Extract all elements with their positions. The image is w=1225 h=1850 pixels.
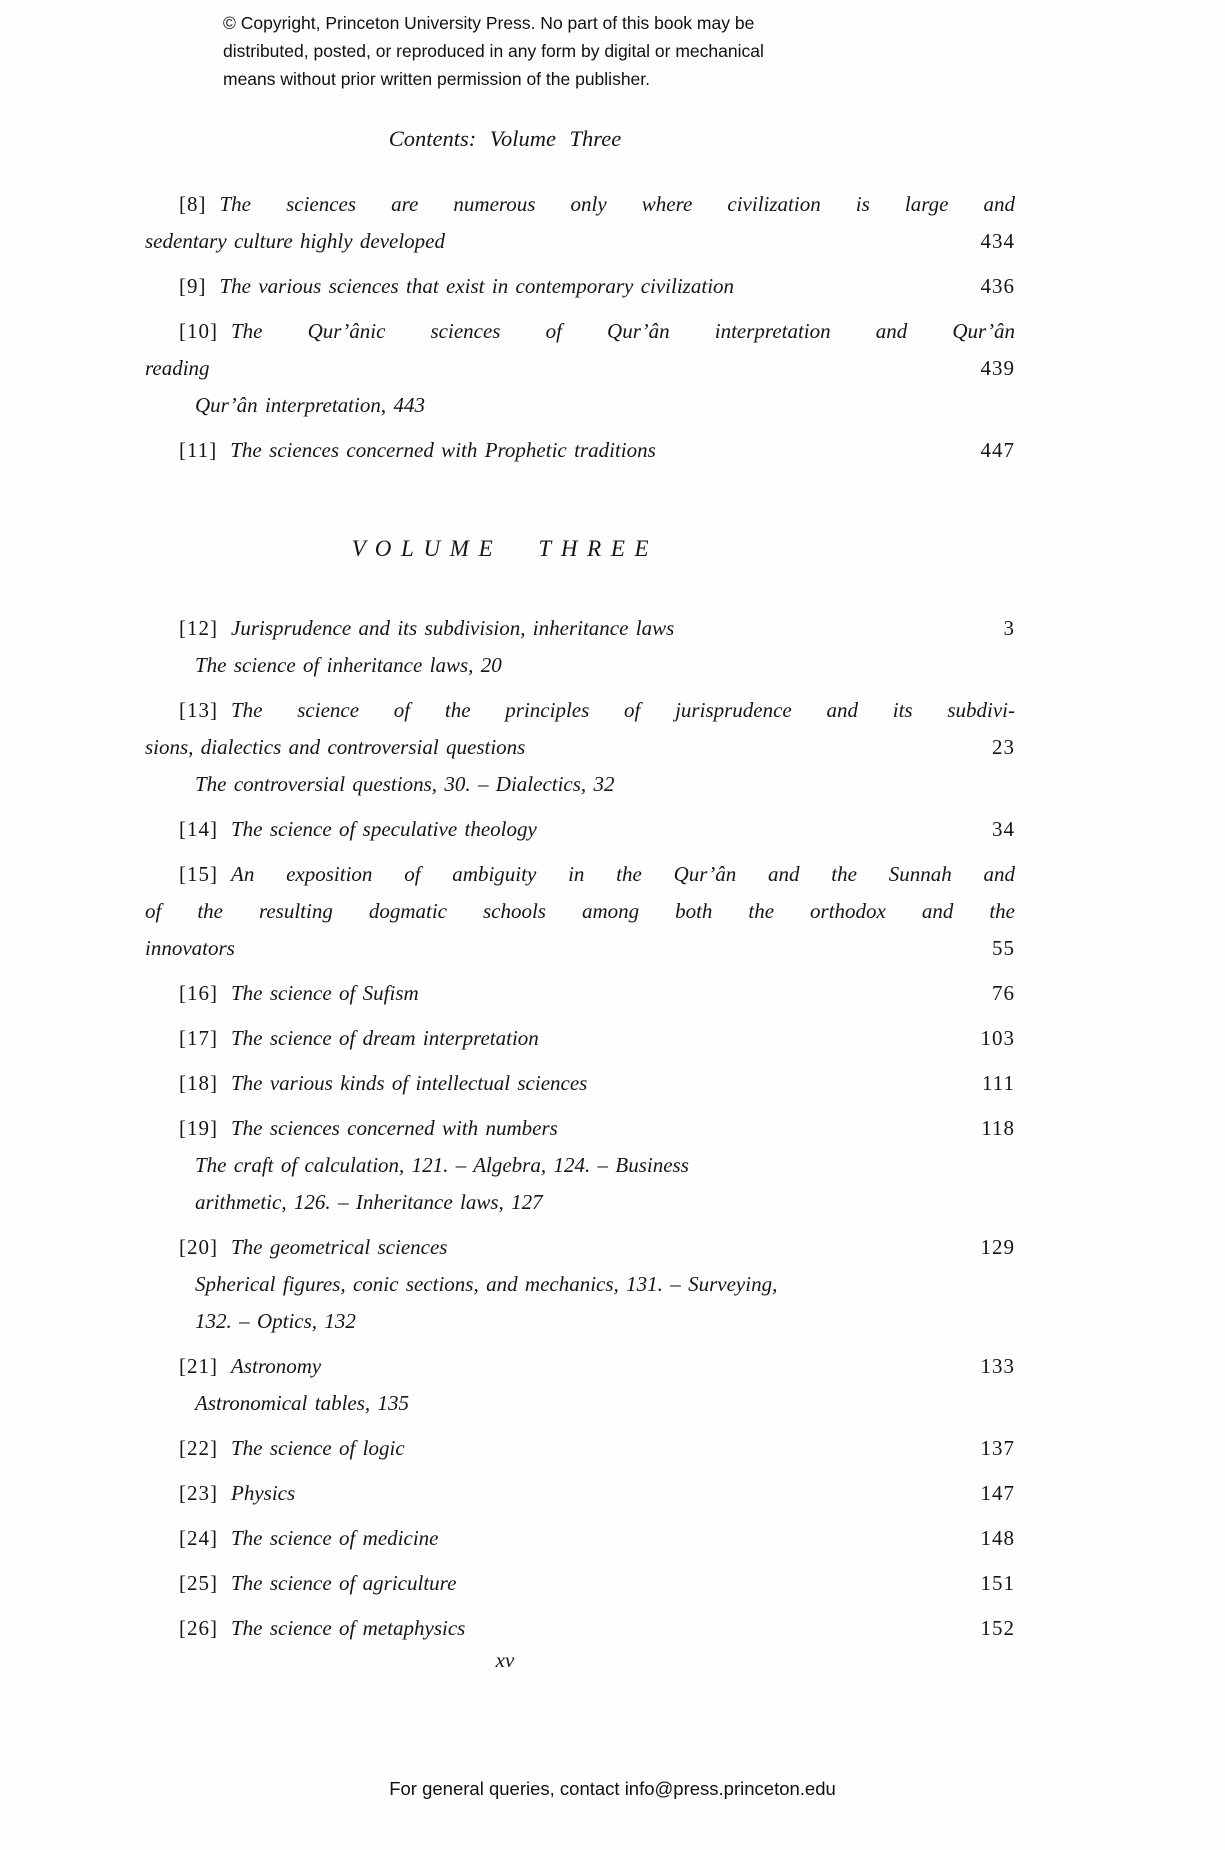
contents-heading: Contents: Volume Three [388,126,622,151]
toc-entry-title: [26] The science of metaphysics [179,1616,466,1640]
toc-entry-title: [12] Jurisprudence and its subdivision, inheritance laws [179,616,675,640]
toc-entry-page: 111 [982,1071,1015,1095]
toc-entry-page: 148 [980,1526,1015,1550]
toc-entry-line [145,432,1015,469]
toc-entry-number: [20] [179,1235,218,1259]
toc-entry-page: 34 [992,817,1015,841]
toc-entry-number: [14] [179,817,218,841]
toc-entry-line [145,268,1015,305]
toc-entry-page: 23 [992,735,1015,759]
toc-entry-number: [17] [179,1026,218,1050]
toc-entry-number: [21] [179,1354,218,1378]
toc-subentry: The science of inheritance laws, 20 [195,653,502,677]
toc-entry-title: of the resulting dogmatic schools among both the orthodox and the [145,899,1015,923]
copyright-line: © Copyright, Princeton University Press. No part of this book may be [223,13,755,33]
toc-entry-title: [8] The sciences are numerous only where civilization is large and [179,192,1015,216]
toc-entry-page: 133 [980,1354,1015,1378]
toc-entry-title: [13] The science of the principles of jurisprudence and its subdivi- [179,698,1015,722]
toc-entry-page: 152 [980,1616,1015,1640]
toc-entry [145,1065,1015,1102]
toc-entry-title: sedentary culture highly developed [145,229,446,253]
toc-entry-title: sions, dialectics and controversial questions [145,735,526,759]
toc-entry [145,1520,1015,1557]
toc-subentry: The controversial questions, 30. – Dialectics, 32 [195,772,615,796]
toc-entry-title: [15] An exposition of ambiguity in the Qur’ân and the Sunnah and [179,862,1015,886]
toc-entry-page: 147 [980,1481,1015,1505]
toc-entry-title: [25] The science of agriculture [179,1571,457,1595]
toc-entry-number: [15] [179,862,218,886]
toc-entry-line [145,692,1015,729]
toc-entry-number: [19] [179,1116,218,1140]
toc-entry [145,186,1015,260]
toc-entry-page: 129 [980,1235,1015,1259]
toc-entry-page: 447 [980,438,1015,462]
toc-entry-line [145,1520,1015,1557]
toc-entry-line [145,893,1015,930]
toc-entry-page: 55 [992,936,1015,960]
toc-entry-line [145,729,1015,766]
toc-entry-line [145,1348,1015,1385]
toc-section-continued [145,186,1015,477]
toc-subentry: Qur’ân interpretation, 443 [195,393,425,417]
toc-entry-title: [9] The various sciences that exist in contemporary civilization [179,274,735,298]
toc-entry-number: [11] [179,438,218,462]
copyright-notice [223,9,764,93]
toc-section-volume-three [145,610,1015,1655]
toc-entry-number: [23] [179,1481,218,1505]
toc-entry-title: [14] The science of speculative theology [179,817,537,841]
copyright-line: distributed, posted, or reproduced in any form by digital or mechanical [223,41,764,61]
toc-entry-line [145,1229,1015,1266]
toc-entry-number: [26] [179,1616,218,1640]
footer-contact: For general queries, contact info@press.princeton.edu [389,1778,836,1799]
toc-entry-title: [18] The various kinds of intellectual sciences [179,1071,588,1095]
toc-entry-title: [24] The science of medicine [179,1526,439,1550]
toc-entry-page: 103 [980,1026,1015,1050]
toc-entry-page: 151 [980,1571,1015,1595]
toc-subentry: The craft of calculation, 121. – Algebra, 124. – Business [195,1153,689,1177]
toc-entry [145,975,1015,1012]
toc-entry-title: [11] The sciences concerned with Prophetic traditions [179,438,656,462]
toc-entry-page: 436 [980,274,1015,298]
toc-entry-title: [16] The science of Sufism [179,981,419,1005]
toc-entry [145,1020,1015,1057]
toc-entry-line [145,1610,1015,1647]
toc-entry [145,692,1015,803]
toc-entry [145,856,1015,967]
toc-entry-line [145,313,1015,350]
toc-subentry: arithmetic, 126. – Inheritance laws, 127 [195,1190,543,1214]
toc-entry-line [145,1565,1015,1602]
toc-entry-line [145,975,1015,1012]
toc-entry-title: [23] Physics [179,1481,296,1505]
toc-entry-line [145,350,1015,387]
toc-entry-number: [8] [179,192,207,216]
toc-entry-title: [22] The science of logic [179,1436,405,1460]
volume-three-heading: VOLUME THREE [351,536,659,561]
toc-entry-number: [12] [179,616,218,640]
toc-entry-line [145,610,1015,647]
toc-entry-line [145,1020,1015,1057]
toc-entry-line [145,856,1015,893]
toc-entry [145,1430,1015,1467]
toc-entry-number: [18] [179,1071,218,1095]
toc-entry-number: [10] [179,319,218,343]
toc-entry-line [145,930,1015,967]
toc-entry-line [145,223,1015,260]
toc-entry [145,1229,1015,1340]
toc-entry-title: [10] The Qur’ânic sciences of Qur’ân interpretation and Qur’ân [179,319,1015,343]
toc-entry-page: 118 [981,1116,1015,1140]
toc-entry-page: 439 [980,356,1015,380]
copyright-line: means without prior written permission of the publisher. [223,69,651,89]
toc-entry [145,1110,1015,1221]
toc-entry-number: [13] [179,698,218,722]
toc-entry-title: [20] The geometrical sciences [179,1235,448,1259]
toc-entry [145,268,1015,305]
toc-entry-number: [25] [179,1571,218,1595]
toc-entry-title: [21] Astronomy [179,1354,322,1378]
toc-entry-number: [9] [179,274,207,298]
toc-entry-line [145,186,1015,223]
toc-entry-line [145,811,1015,848]
toc-entry-page: 434 [980,229,1015,253]
toc-entry [145,610,1015,684]
toc-entry [145,1610,1015,1647]
toc-entry-line [145,1110,1015,1147]
toc-subentry: Astronomical tables, 135 [195,1391,409,1415]
toc-entry [145,1565,1015,1602]
toc-subentry: Spherical figures, conic sections, and mechanics, 131. – Surveying, [195,1272,778,1296]
toc-entry-title: innovators [145,936,235,960]
toc-entry-number: [22] [179,1436,218,1460]
toc-entry-number: [16] [179,981,218,1005]
toc-entry [145,313,1015,424]
toc-entry [145,432,1015,469]
toc-entry-title: [19] The sciences concerned with numbers [179,1116,558,1140]
toc-entry-page: 137 [980,1436,1015,1460]
toc-entry-line [145,1475,1015,1512]
toc-entry-page: 76 [992,981,1015,1005]
toc-entry-title: [17] The science of dream interpretation [179,1026,539,1050]
toc-entry [145,1348,1015,1422]
page-folio: xv [495,1648,515,1672]
toc-entry-number: [24] [179,1526,218,1550]
toc-subentry: 132. – Optics, 132 [195,1309,356,1333]
toc-entry [145,1475,1015,1512]
toc-entry-page: 3 [1003,616,1015,640]
toc-entry-title: reading [145,356,210,380]
toc-entry-line [145,1065,1015,1102]
toc-entry-line [145,1430,1015,1467]
toc-entry [145,811,1015,848]
